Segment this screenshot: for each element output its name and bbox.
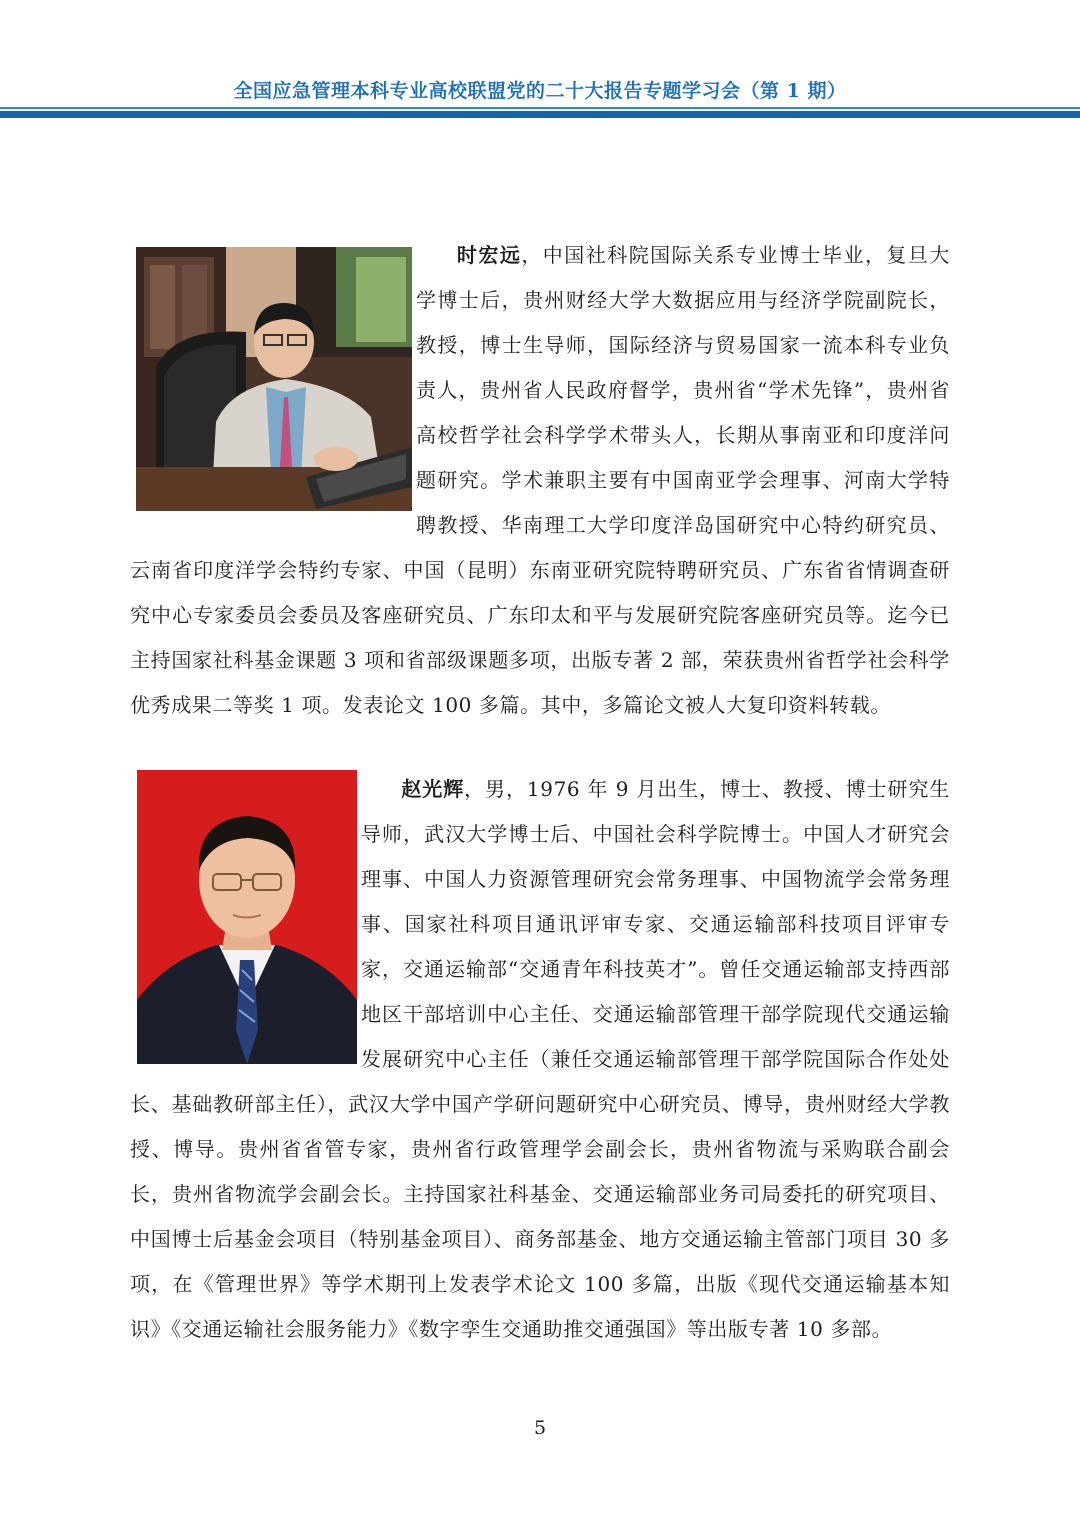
portrait-red-background-illustration [137, 770, 357, 1064]
header-rule-thick [0, 111, 1080, 118]
portrait-office-photo [136, 247, 412, 511]
profile-zhao-guanghui [130, 767, 950, 1352]
profile-shi-hongyuan [130, 233, 950, 728]
page-number: 5 [533, 1417, 547, 1439]
portrait-red-background-photo [137, 770, 357, 1064]
profile-text: ，男，1976 年 9 月出生，博士、教授、博士研究生导师，武汉大学博士后、中国社会科学院博士。中国人才研究会理事、中国人力资源管理研究会常务理事、中国物流学会常务理事、国家社科项目通讯评审专家、交通运输部科技项目评审专家，交通运输部“交通青年科技英才”。曾任交通运输部支持西部地区干部培训中心主任、交通运输部管理干部学院现代交通运输发展研究中心主任（兼任交通运输部管理干部学院国际合作处处长、基础教研部主任），武汉大学中国产学研问题研究中心研究员、博导，贵州财经大学教授、博导。贵州省省管专家，贵州省行政管理学会副会长，贵州省物流与采购联合副会长，贵州省物流学会副会长。主持国家社科基金、交通运输部业务司局委托的研究项目、中国博士后基金会项目（特别基金项目）、商务部基金、地方交通运输主管部门项目 30 多项，在《管理世界》等学术期刊上发表学术论文 100 多篇，出版《现代交通运输基本知识》《交通运输社会服务能力》《数字孪生交通助推交通强国》等出版专著 10 多部。 [130, 777, 950, 1341]
page-header [0, 0, 1080, 120]
portrait-office-photo-illustration [136, 247, 412, 511]
header-title: 全国应急管理本科专业高校联盟党的二十大报告专题学习会（第 1 期） [233, 80, 847, 102]
profile-name: 赵光辉 [401, 777, 465, 801]
header-rule-thin [0, 107, 1080, 109]
profile-text: ，中国社科院国际关系专业博士毕业，复旦大学博士后，贵州财经大学大数据应用与经济学院副院长，教授，博士生导师，国际经济与贸易国家一流本科专业负责人，贵州省人民政府督学，贵州省“学术先锋”，贵州省高校哲学社会科学学术带头人，长期从事南亚和印度洋问题研究。学术兼职主要有中国南亚学会理事、河南大学特聘教授、华南理工大学印度洋岛国研究中心特约研究员、云南省印度洋学会特约专家、中国（昆明）东南亚研究院特聘研究员、广东省省情调查研究中心专家委员会委员及客座研究员、广东印太和平与发展研究院客座研究员等。迄今已主持国家社科基金课题 3 项和省部级课题多项，出版专著 2 部，荣获贵州省哲学社会科学优秀成果二等奖 1 项。发表论文 100 多篇。其中，多篇论文被人大复印资料转载。 [130, 243, 950, 717]
profile-name: 时宏远 [456, 243, 522, 267]
